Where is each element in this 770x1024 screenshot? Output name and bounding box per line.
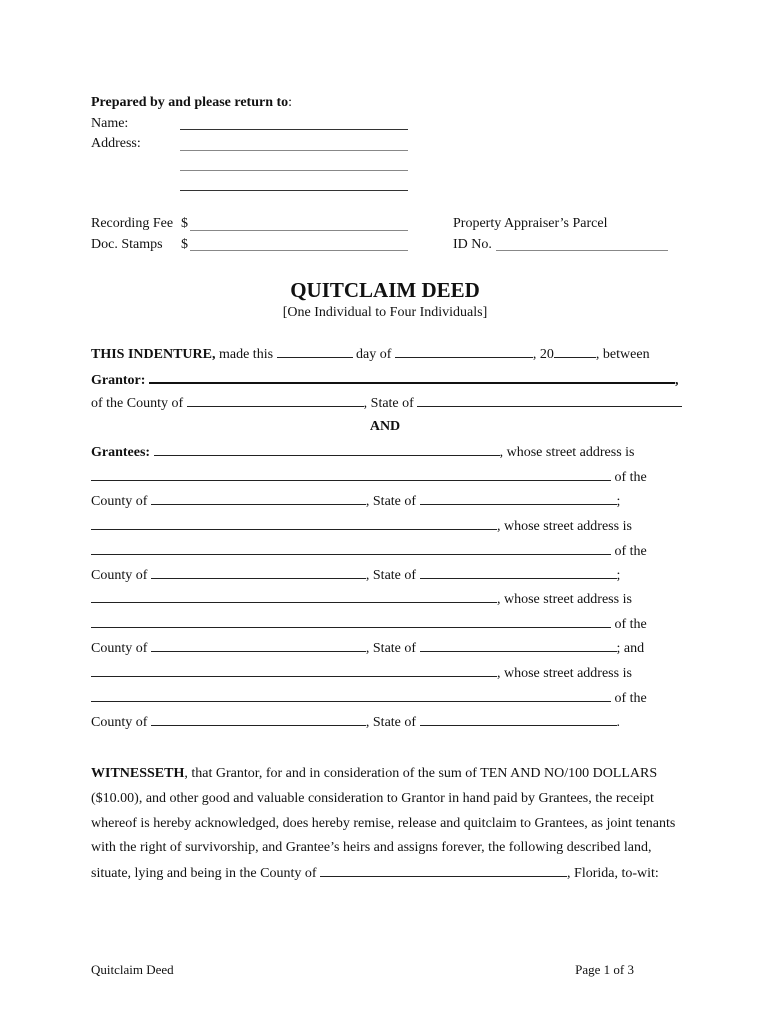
grantee-county-line — [91, 565, 620, 585]
document-subtitle: [One Individual to Four Individuals] — [282, 305, 488, 320]
grantee-address-field[interactable] — [91, 614, 611, 628]
line-ending: ; — [616, 568, 621, 583]
grantee-county-field[interactable] — [151, 491, 366, 505]
county-label: of the County of — [91, 396, 187, 411]
grantee-address-field[interactable] — [91, 688, 611, 702]
address-field-1[interactable] — [180, 150, 408, 151]
state-label: , State of — [365, 494, 420, 509]
recording-fee-label: Recording Fee — [91, 216, 174, 231]
witnesseth-text-1: , that Grantor, for and in consideration of the sum of TEN AND NO/100 DOLLARS — [184, 766, 658, 781]
name-field[interactable] — [180, 129, 408, 130]
parcel-label: Property Appraiser’s Parcel — [453, 216, 608, 231]
of-the-text: of the — [611, 691, 647, 706]
land-county-field[interactable] — [320, 863, 567, 877]
grantee-state-field[interactable] — [420, 565, 617, 579]
grantee-address-line — [91, 614, 647, 634]
whose-address-text: , whose street address is — [499, 445, 635, 460]
grantee-address-field[interactable] — [91, 467, 611, 481]
made-this-text: made this — [215, 347, 277, 362]
address-field-2[interactable] — [180, 170, 408, 171]
year-prefix: , 20 — [532, 347, 554, 362]
line-ending: ; and — [616, 641, 645, 656]
state-label: , State of — [365, 715, 420, 730]
prepared-by-heading — [91, 94, 292, 112]
grantee-county-field[interactable] — [151, 638, 366, 652]
grantee-county-line — [91, 638, 644, 658]
witnesseth-line-2: ($10.00), and other good and valuable consideration to Grantor in hand paid by Grantees, the receipt — [91, 791, 654, 806]
year-field[interactable] — [554, 344, 596, 358]
comma: , — [674, 373, 679, 388]
grantee-name-line — [91, 589, 632, 609]
witnesseth-text-5b: , Florida, to-wit: — [567, 866, 659, 881]
name-label: Name: — [91, 116, 129, 131]
witnesseth-line-5 — [91, 863, 659, 883]
witnesseth-text-5a: situate, lying and being in the County of — [91, 866, 321, 881]
indenture-lead: THIS INDENTURE, — [91, 347, 216, 362]
grantee-name-field[interactable] — [91, 516, 497, 530]
grantee-county-field[interactable] — [151, 712, 366, 726]
line-ending: . — [616, 715, 621, 730]
whose-address-text: , whose street address is — [497, 592, 632, 607]
grantee-state-field[interactable] — [420, 638, 617, 652]
grantee-address-field[interactable] — [91, 541, 611, 555]
day-of-text: day of — [352, 347, 395, 362]
and-heading: AND — [369, 419, 401, 434]
grantee-name-line — [91, 663, 632, 683]
indenture-line — [91, 344, 650, 364]
footer-title: Quitclaim Deed — [91, 962, 174, 977]
recording-fee-field[interactable] — [190, 230, 408, 231]
doc-stamps-field[interactable] — [190, 250, 408, 251]
doc-stamps-label: Doc. Stamps — [91, 237, 163, 252]
grantor-county-field[interactable] — [187, 393, 364, 407]
page-number: Page 1 of 3 — [575, 962, 634, 977]
county-label: County of — [91, 715, 151, 730]
grantor-line — [91, 369, 678, 390]
grantee-state-field[interactable] — [420, 491, 617, 505]
of-the-text: of the — [611, 617, 647, 632]
county-label: County of — [91, 494, 151, 509]
month-field[interactable] — [395, 344, 533, 358]
day-field[interactable] — [277, 344, 353, 358]
grantee-name-field[interactable] — [91, 589, 497, 603]
witnesseth-line-4: with the right of survivorship, and Grantee’s heirs and assigns forever, the following described land, — [91, 840, 652, 855]
line-ending: ; — [616, 494, 621, 509]
grantees-label: Grantees: — [91, 445, 151, 460]
colon: : — [288, 95, 293, 110]
of-the-text: of the — [611, 544, 647, 559]
state-label: , State of — [365, 568, 420, 583]
document-title: QUITCLAIM DEED — [290, 278, 480, 302]
grantee-name-line — [91, 516, 632, 536]
grantee-name-line — [91, 442, 635, 462]
grantee-name-field[interactable] — [91, 663, 497, 677]
grantee-county-line — [91, 491, 620, 511]
state-label: , State of — [365, 641, 420, 656]
between-text: , between — [595, 347, 650, 362]
county-label: County of — [91, 568, 151, 583]
whose-address-text: , whose street address is — [497, 666, 632, 681]
id-no-label: ID No. — [453, 237, 492, 252]
whose-address-text: , whose street address is — [497, 519, 632, 534]
grantee-name-field[interactable] — [154, 442, 500, 456]
address-field-3[interactable] — [180, 190, 408, 191]
prepared-by-text: Prepared by and please return to — [91, 95, 289, 110]
state-label: , State of — [363, 396, 418, 411]
witnesseth-line-3: whereof is hereby acknowledged, does hereby remise, release and quitclaim to Grantees, as joint tenants — [91, 816, 676, 831]
address-label: Address: — [91, 136, 141, 151]
grantee-state-field[interactable] — [420, 712, 617, 726]
grantor-county-line — [91, 393, 682, 413]
grantee-address-line — [91, 467, 647, 487]
of-the-text: of the — [611, 470, 647, 485]
grantee-county-field[interactable] — [151, 565, 366, 579]
grantee-address-line — [91, 541, 647, 561]
recording-fee-dollar: $ — [181, 216, 188, 231]
county-label: County of — [91, 641, 151, 656]
grantee-county-line — [91, 712, 620, 732]
grantor-label: Grantor: — [91, 373, 146, 388]
grantor-state-field[interactable] — [417, 393, 682, 407]
parcel-id-field[interactable] — [496, 250, 668, 251]
witnesseth-lead: WITNESSETH — [91, 766, 185, 781]
doc-stamps-dollar: $ — [181, 237, 188, 252]
witnesseth-line-1 — [91, 765, 657, 783]
grantee-address-line — [91, 688, 647, 708]
grantor-name-field[interactable] — [149, 369, 675, 384]
